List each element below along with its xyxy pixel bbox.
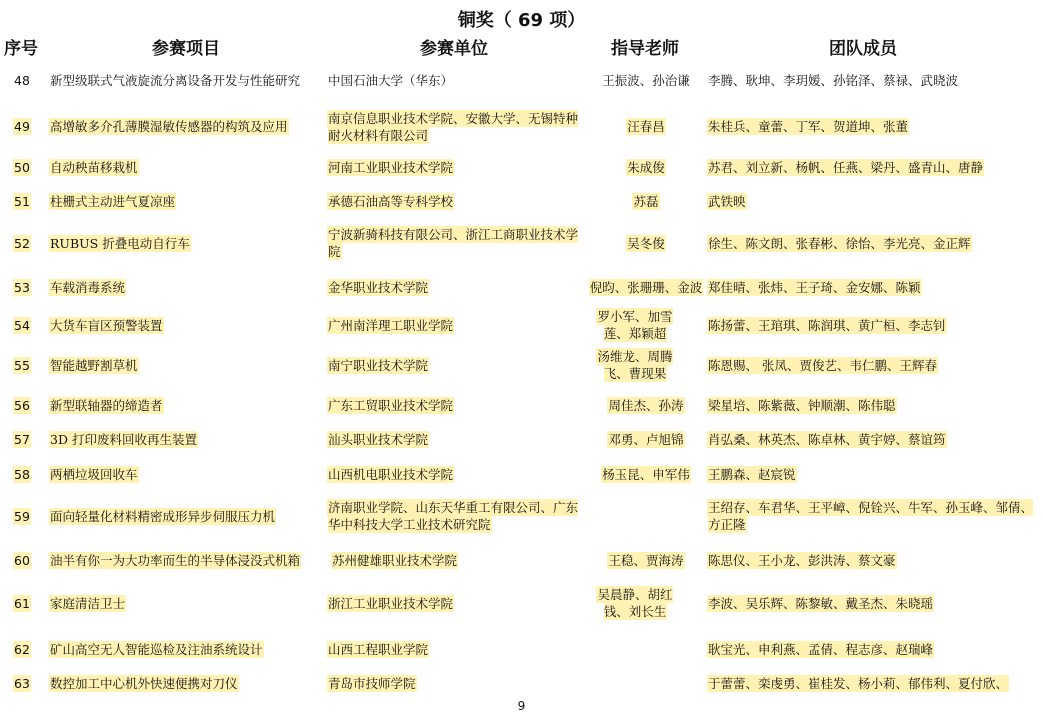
header-unit: 参赛单位 — [420, 39, 488, 59]
row-number: 55 — [14, 358, 30, 373]
member-names: 陈思仪、王小龙、彭洪涛、蔡文豪 — [708, 553, 896, 568]
row-number: 63 — [14, 676, 30, 691]
row-number: 53 — [14, 280, 30, 295]
unit-name: 广东工贸职业技术学院 — [328, 398, 454, 413]
member-names: 李腾、耿坤、李玥嫒、孙铭泽、蔡禄、武晓波 — [708, 73, 959, 88]
unit-name: 广州南洋理工职业学院 — [328, 318, 454, 333]
row-number: 58 — [14, 467, 30, 482]
header-project: 参赛项目 — [152, 39, 220, 59]
unit-name: 宁波新骑科技有限公司、浙江工商职业技术学院 — [328, 227, 579, 259]
project-name: 高增敏多介孔薄膜湿敏传感器的构筑及应用 — [50, 119, 288, 134]
member-names: 朱桂兵、童蕾、丁军、贺道坤、张董 — [708, 119, 909, 134]
row-number: 50 — [14, 160, 30, 175]
teacher-names: 周佳杰、孙涛 — [608, 398, 684, 413]
teacher-names: 邓勇、卢旭锦 — [608, 432, 684, 447]
row-number: 48 — [14, 73, 30, 88]
project-name: 油半有你一为大功率而生的半导体浸没式机箱 — [50, 553, 301, 568]
member-names: 王鹏森、赵宸锐 — [708, 467, 796, 482]
project-name: 自动秧苗移栽机 — [50, 160, 138, 175]
member-names: 于蕾蕾、栾虔勇、崔桂发、杨小莉、郁伟利、夏付欣、 — [708, 676, 1009, 691]
row-number: 56 — [14, 398, 30, 413]
project-name: 柱栅式主动进气夏凉座 — [50, 194, 176, 209]
teacher-names: 王振波、孙治谦 — [602, 73, 690, 88]
row-number: 52 — [14, 236, 30, 251]
project-name: 矿山高空无人智能巡检及注油系统设计 — [50, 642, 263, 657]
unit-name: 山西工程职业学院 — [328, 642, 429, 657]
member-names: 陈扬蕾、王琯琪、陈润琪、黄广桓、李志钊 — [708, 318, 946, 333]
page-title: 铜奖（ 69 项） — [457, 10, 586, 31]
unit-name: 苏州健雄职业技术学院 — [332, 553, 458, 568]
row-number: 51 — [14, 194, 30, 209]
teacher-names: 吴冬俊 — [627, 236, 665, 251]
unit-name: 南宁职业技术学院 — [328, 358, 429, 373]
teacher-names: 倪昀、张珊珊、金波 — [589, 280, 703, 295]
teacher-names: 朱成俊 — [627, 160, 665, 175]
header-members: 团队成员 — [829, 39, 897, 59]
project-name: 大货车盲区预警装置 — [50, 318, 163, 333]
unit-name: 金华职业技术学院 — [328, 280, 429, 295]
row-number: 60 — [14, 553, 30, 568]
member-names: 肖弘桑、林英杰、陈卓林、黄宇婷、蔡谊筠 — [708, 432, 946, 447]
row-number: 62 — [14, 642, 30, 657]
teacher-names: 汪春昌 — [627, 119, 665, 134]
unit-name: 南京信息职业技术学院、安徽大学、无锡特种耐火材料有限公司 — [328, 111, 579, 143]
row-number: 57 — [14, 432, 30, 447]
project-name: 两栖垃圾回收车 — [50, 467, 138, 482]
page-number: 9 — [517, 699, 526, 713]
member-names: 郑佳晴、张炜、王子琦、金安娜、陈颖 — [708, 280, 921, 295]
member-names: 梁星培、陈紫薇、钟顺潮、陈伟聪 — [708, 398, 896, 413]
unit-name: 济南职业学院、山东天华重工有限公司、广东华中科技大学工业技术研究院 — [328, 500, 579, 532]
project-name: 新型级联式气液旋流分离设备开发与性能研究 — [50, 73, 301, 88]
project-name: 智能越野割草机 — [50, 358, 138, 373]
project-name: 3D 打印废料回收再生装置 — [50, 432, 197, 447]
teacher-names: 吴晨静、胡红钱、刘长生 — [597, 587, 673, 619]
member-names: 耿宝光、申利燕、孟倩、程志彦、赵瑞峰 — [708, 642, 934, 657]
row-number: 61 — [14, 596, 30, 611]
project-name: 面向轻量化材料精密成形异步伺服压力机 — [50, 509, 276, 524]
header-teacher: 指导老师 — [611, 39, 679, 59]
teacher-names: 汤维龙、周腾飞、曹现果 — [597, 349, 673, 381]
project-name: 车载消毒系统 — [50, 280, 126, 295]
member-names: 武铁映 — [708, 194, 746, 209]
project-name: RUBUS 折叠电动自行车 — [50, 236, 190, 251]
teacher-names: 王稳、贾海涛 — [608, 553, 684, 568]
member-names: 陈恩赐、 张凤、贾俊艺、韦仁鹏、王辉春 — [708, 358, 937, 373]
teacher-names: 罗小军、加雪莲、郑颖超 — [597, 309, 673, 341]
teacher-names: 苏磊 — [633, 194, 659, 209]
project-name: 家庭清洁卫士 — [50, 596, 126, 611]
project-name: 数控加工中心机外快速便携对刀仪 — [50, 676, 238, 691]
unit-name: 河南工业职业技术学院 — [328, 160, 454, 175]
member-names: 王绍存、车君华、王平嶂、倪铨兴、牛军、孙玉峰、邹倩、方正隆 — [708, 500, 1034, 532]
row-number: 54 — [14, 318, 30, 333]
member-names: 徐生、陈文朗、张春彬、徐怡、李光亮、金正辉 — [708, 236, 971, 251]
member-names: 苏君、刘立新、杨帆、任燕、梁丹、盛青山、唐静 — [708, 160, 984, 175]
unit-name: 汕头职业技术学院 — [328, 432, 429, 447]
project-name: 新型联轴器的缔造者 — [50, 398, 163, 413]
unit-name: 浙江工业职业技术学院 — [328, 596, 454, 611]
unit-name: 中国石油大学（华东） — [328, 73, 454, 88]
unit-name: 青岛市技师学院 — [328, 676, 416, 691]
row-number: 59 — [14, 509, 30, 524]
teacher-names: 杨玉昆、申军伟 — [602, 467, 690, 482]
header-num: 序号 — [4, 39, 38, 59]
unit-name: 山西机电职业技术学院 — [328, 467, 454, 482]
unit-name: 承德石油高等专科学校 — [328, 194, 454, 209]
member-names: 李波、吴乐辉、陈黎敏、戴圣杰、朱晓瑶 — [708, 596, 934, 611]
row-number: 49 — [14, 119, 30, 134]
